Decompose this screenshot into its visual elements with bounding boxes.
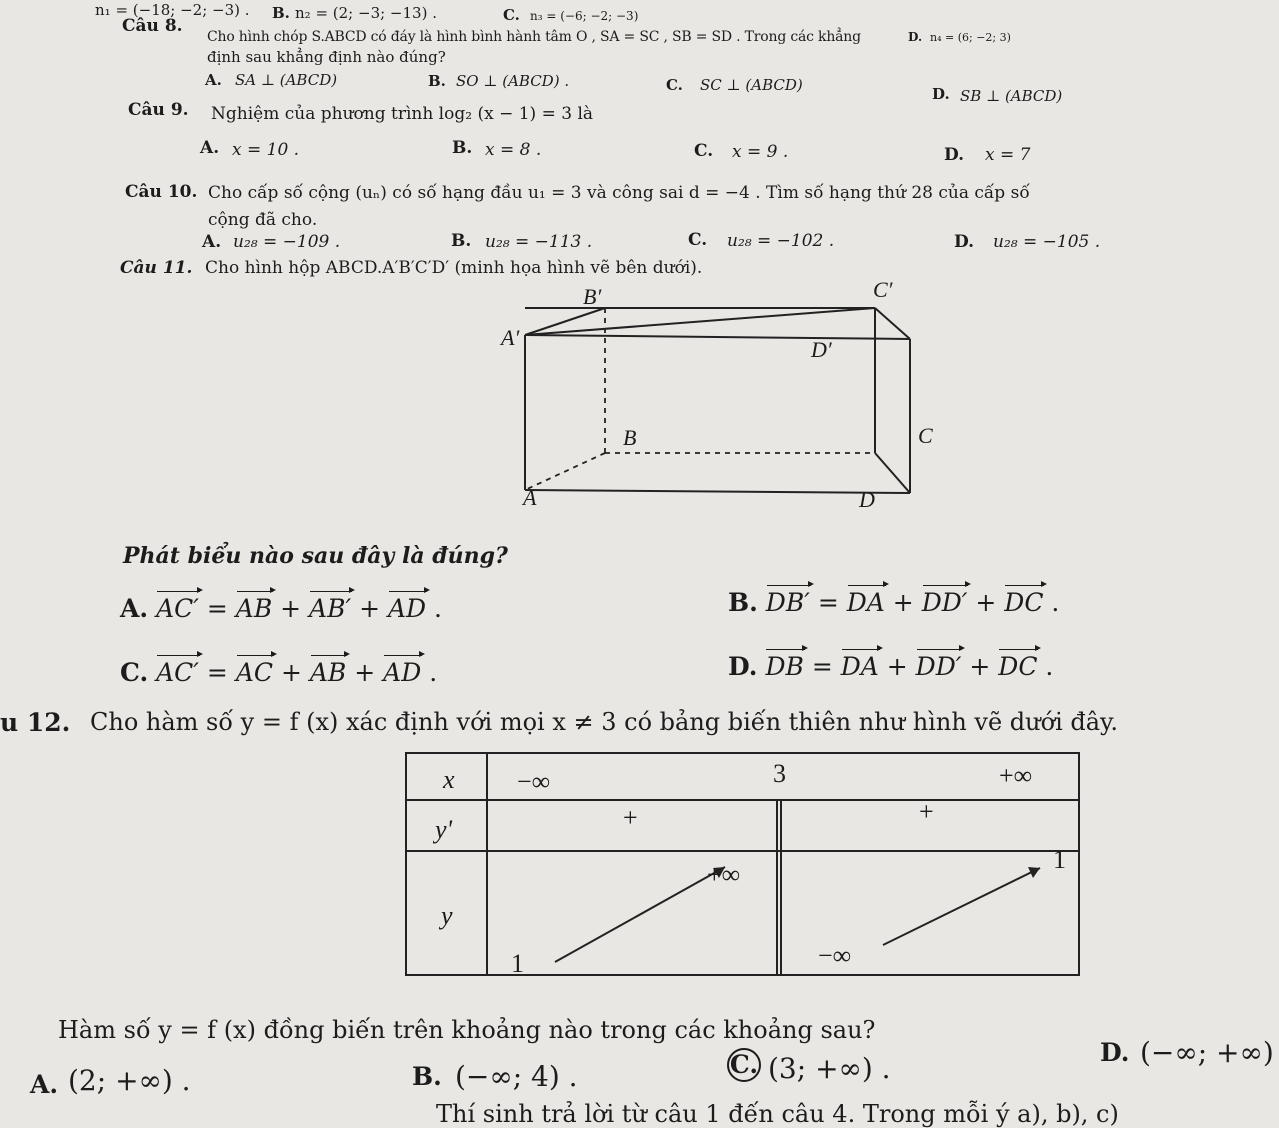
q12-label: u 12.	[0, 708, 71, 737]
fig-label-c: C	[918, 423, 933, 448]
q10-option-d: u₂₈ = −105 .	[993, 232, 1101, 252]
vector: AB	[309, 658, 347, 687]
q10-option-b: u₂₈ = −113 .	[485, 232, 593, 252]
fig-label-aprime: A′	[501, 325, 520, 350]
q11-option-d: D. DB = DA + DD′ + DC .	[728, 652, 1054, 681]
q8-text-line2: định sau khẳng định nào đúng?	[207, 48, 446, 66]
q10-option-c: u₂₈ = −102 .	[727, 231, 835, 251]
table-yprime-left-sign: +	[623, 803, 638, 832]
q8-option-b-label: B.	[428, 72, 446, 90]
table-y-left-start: 1	[511, 949, 524, 978]
q11-question: Phát biểu nào sau đây là đúng?	[123, 543, 508, 569]
vector: AB′	[309, 594, 352, 623]
q9-text: Nghiệm của phương trình log₂ (x − 1) = 3 là	[211, 104, 594, 124]
q7-option-d-label: D.	[908, 30, 923, 44]
vector: AB	[235, 594, 273, 623]
vector: AC	[235, 658, 274, 687]
vector: DA	[846, 588, 885, 617]
fig-label-bprime: B′	[583, 284, 602, 309]
vector: DD′	[921, 588, 968, 617]
q9-option-b: x = 8 .	[485, 140, 542, 160]
q10-label: Câu 10.	[125, 182, 198, 202]
q12-text: Cho hàm số y = f (x) xác định với mọi x ≠ 3 có bảng biến thiên như hình vẽ dưới đây.	[90, 708, 1119, 736]
vector: AC′	[156, 658, 199, 687]
q11-option-b: B. DB′ = DA + DD′ + DC .	[728, 588, 1060, 617]
table-yprime-right-sign: +	[919, 797, 934, 826]
vector: DA	[840, 652, 879, 681]
table-x-neg-inf: −∞	[517, 767, 551, 796]
q12-option-c-label: C.	[727, 1048, 761, 1082]
table-y-left-end: +∞	[707, 860, 741, 889]
q11-option-a-label: A.	[120, 594, 149, 623]
table-y-right-end: 1	[1053, 845, 1066, 874]
q12-option-c: (3; +∞) .	[768, 1052, 891, 1085]
fig-label-d: D	[859, 487, 875, 512]
q9-option-d-label: D.	[944, 145, 965, 165]
fig-label-cprime: C′	[873, 277, 893, 302]
q9-option-c-label: C.	[694, 141, 714, 161]
q10-option-b-label: B.	[451, 231, 472, 251]
q11-label: Câu 11.	[120, 258, 193, 278]
vector: DB	[765, 652, 804, 681]
vector: AC′	[156, 594, 199, 623]
q10-option-c-label: C.	[688, 230, 708, 250]
q9-label: Câu 9.	[128, 100, 189, 120]
q10-option-a-label: A.	[202, 232, 222, 252]
q10-text-line1: Cho cấp số cộng (uₙ) có số hạng đầu u₁ = 3 và công sai d = −4 . Tìm số hạng thứ 28 của cấp số	[208, 183, 1030, 203]
vector: DD′	[915, 652, 962, 681]
table-y-header: y	[441, 901, 453, 930]
q8-option-b: SO ⊥ (ABCD) .	[456, 72, 570, 90]
vector: DC	[1004, 588, 1044, 617]
q11-option-d-label: D.	[728, 652, 758, 681]
fig-label-b: B	[623, 425, 637, 450]
q11-option-b-label: B.	[728, 588, 758, 617]
q9-option-a: x = 10 .	[232, 140, 300, 160]
q12-question: Hàm số y = f (x) đồng biến trên khoảng nào trong các khoảng sau?	[58, 1016, 876, 1044]
q12-option-d: (−∞; +∞)	[1140, 1036, 1274, 1069]
q8-option-a-label: A.	[205, 71, 222, 89]
q7-option-a: n₁ = (−18; −2; −3) .	[95, 1, 250, 19]
variation-table	[405, 752, 1105, 984]
q12-option-a-label: A.	[30, 1070, 59, 1099]
table-x-3: 3	[773, 759, 786, 788]
q10-option-a: u₂₈ = −109 .	[233, 232, 341, 252]
table-y-right-start: −∞	[818, 941, 852, 970]
fig-label-a: A	[523, 485, 537, 510]
q11-text: Cho hình hộp ABCD.A′B′C′D′ (minh họa hình vẽ bên dưới).	[205, 258, 703, 278]
q7-option-c-label: C.	[503, 6, 520, 24]
q8-option-d: SB ⊥ (ABCD)	[960, 87, 1063, 105]
q10-text-line2: cộng đã cho.	[208, 210, 318, 230]
q8-option-c: SC ⊥ (ABCD)	[700, 76, 803, 94]
q8-label: Câu 8.	[122, 16, 183, 36]
q9-option-a-label: A.	[200, 138, 220, 158]
q7-option-c: n₃ = (−6; −2; −3)	[530, 9, 639, 23]
q11-option-c: C. AC′ = AC + AB + AD .	[120, 658, 438, 687]
footer-instruction: Thí sinh trả lời từ câu 1 đến câu 4. Trong mỗi ý a), b), c)	[436, 1100, 1119, 1128]
q10-option-d-label: D.	[954, 232, 975, 252]
parallelepiped-figure	[495, 275, 955, 515]
q12-option-b-label: B.	[412, 1062, 442, 1091]
q8-text-line1: Cho hình chóp S.ABCD có đáy là hình bình hành tâm O , SA = SC , SB = SD . Trong các khẳng	[207, 29, 861, 45]
vector: AD	[383, 658, 422, 687]
table-yprime-header: y'	[435, 815, 453, 844]
q9-option-b-label: B.	[452, 138, 473, 158]
q11-option-a: A. AC′ = AB + AB′ + AD .	[120, 594, 443, 623]
fig-label-dprime: D′	[811, 337, 832, 362]
q9-option-c: x = 9 .	[732, 142, 789, 162]
vector: AD	[388, 594, 427, 623]
q11-option-c-label: C.	[120, 658, 149, 687]
vector: DB′	[765, 588, 810, 617]
vector: DC	[998, 652, 1038, 681]
table-x-pos-inf: +∞	[999, 761, 1033, 790]
q8-option-a: SA ⊥ (ABCD)	[235, 71, 338, 89]
q7-option-b-label: B.	[272, 4, 290, 22]
q12-option-b: (−∞; 4) .	[455, 1060, 578, 1093]
q12-option-d-label: D.	[1100, 1038, 1130, 1067]
q8-option-d-label: D.	[932, 85, 950, 103]
q8-option-c-label: C.	[666, 76, 683, 94]
q12-option-a: (2; +∞) .	[68, 1064, 191, 1097]
q9-option-d: x = 7	[985, 145, 1031, 165]
q7-option-b: n₂ = (2; −3; −13) .	[295, 4, 437, 22]
table-x-header: x	[443, 765, 455, 794]
q7-option-d: n₄ = (6; −2; 3)	[930, 31, 1011, 44]
